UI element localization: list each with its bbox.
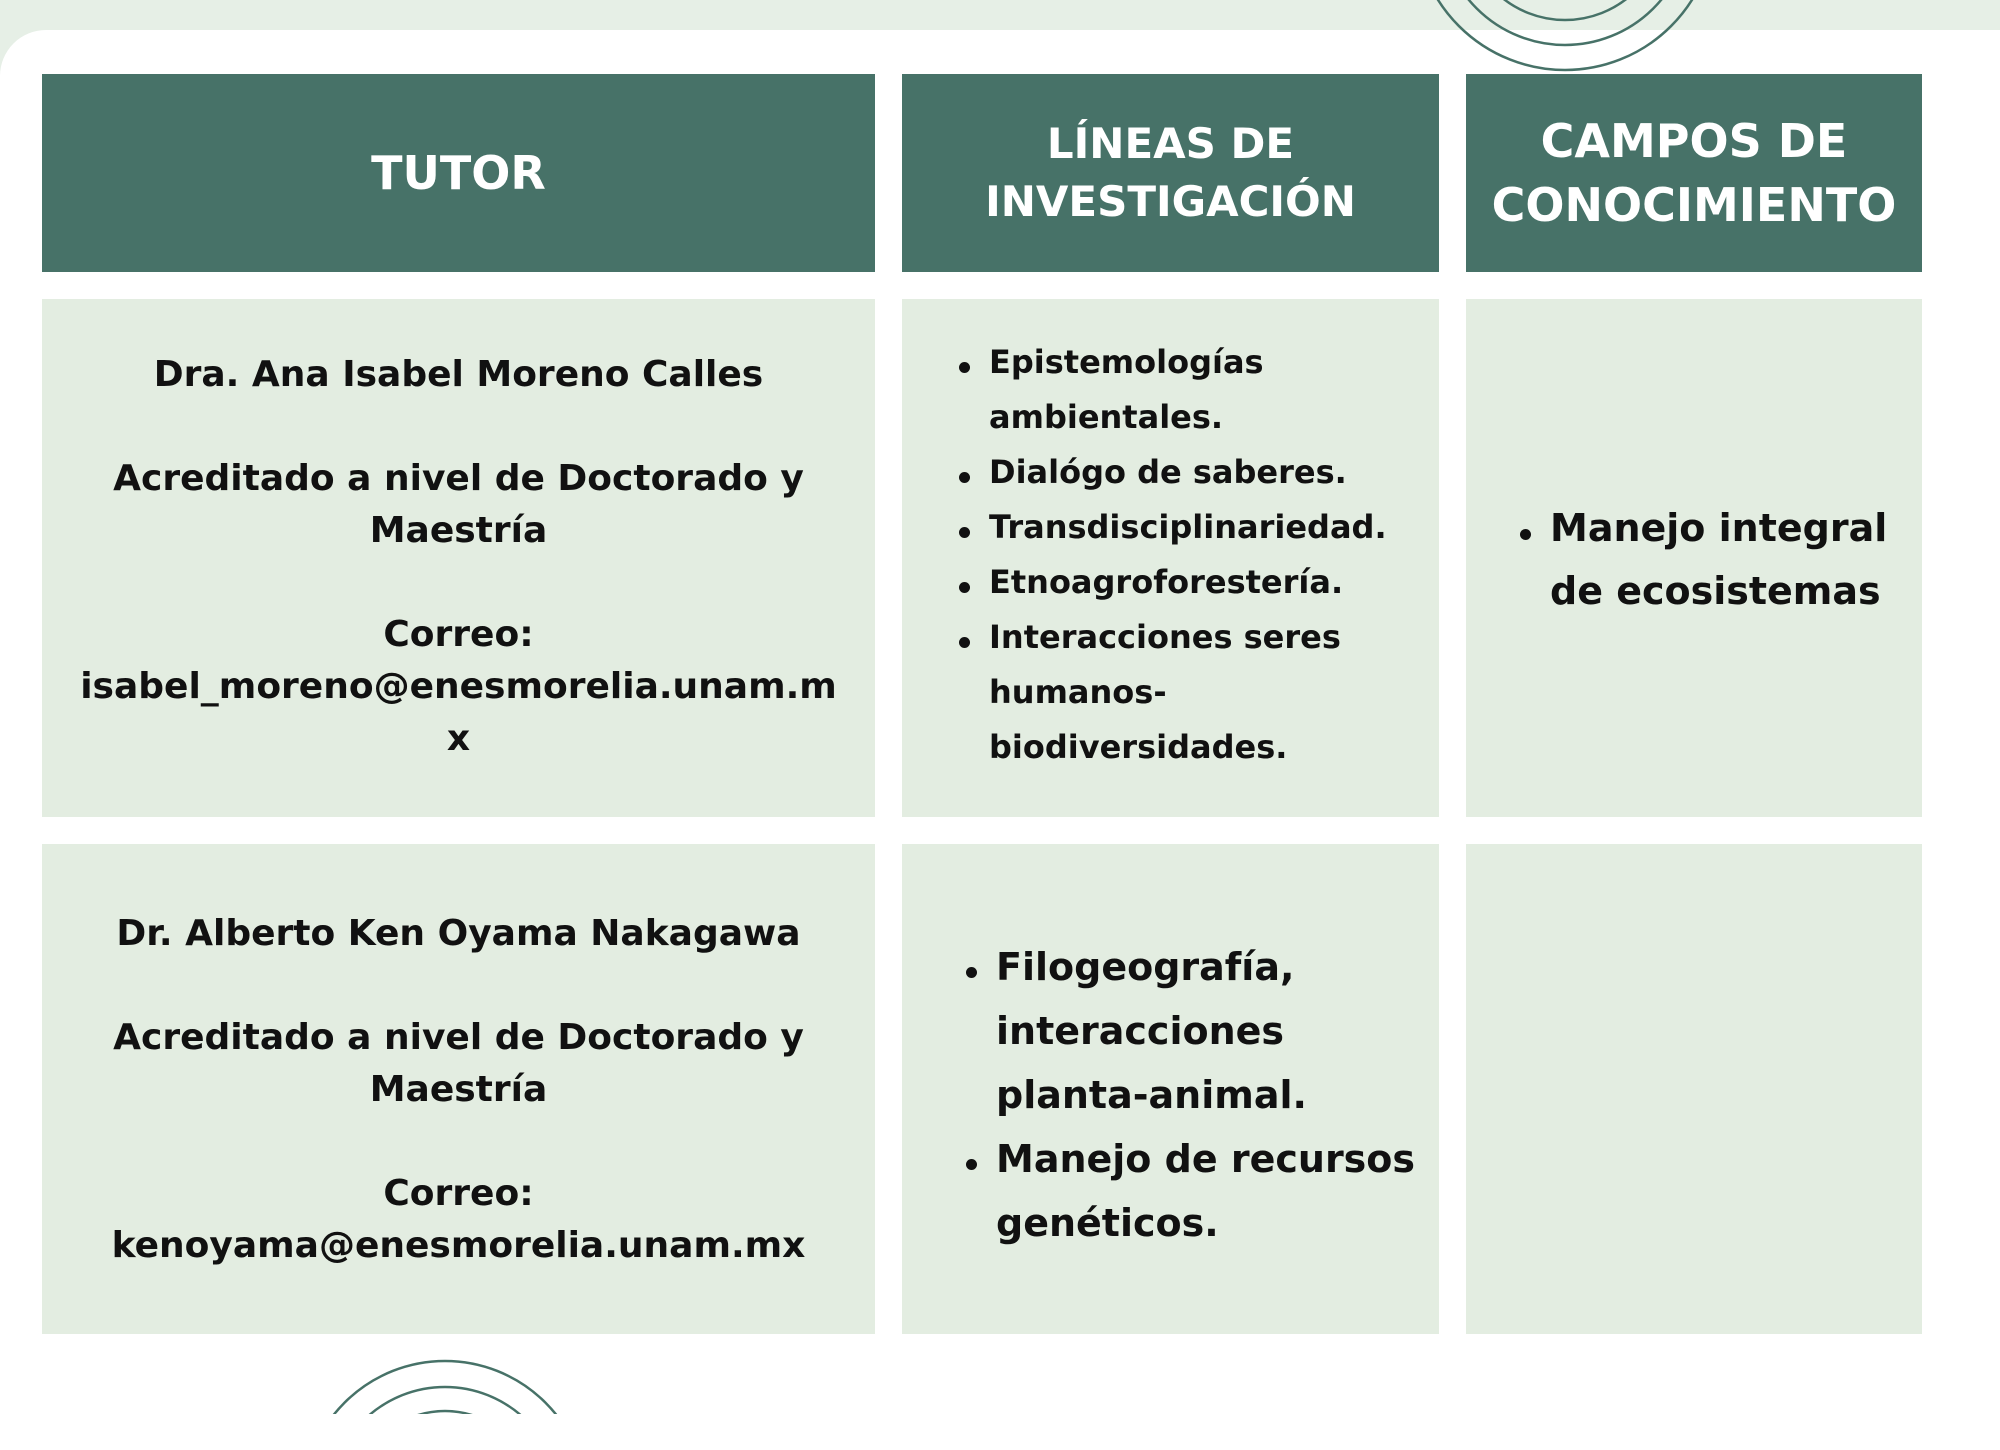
list-item <box>958 935 1415 1127</box>
list-item-text: planta-animal. <box>996 1073 1307 1117</box>
header-tutor <box>42 74 875 272</box>
research-lines-list <box>958 935 1415 1255</box>
list-item-text: Manejo de recursos <box>996 1137 1416 1181</box>
header-knowledge-fields-label-2: CONOCIMIENTO <box>1491 178 1897 232</box>
research-lines-list <box>951 335 1387 775</box>
tutor-name: Dra. Ana Isabel Moreno Calles <box>153 354 764 395</box>
list-item <box>951 610 1387 775</box>
knowledge-fields-list <box>1512 497 1887 623</box>
tutor-accreditation-2: Maestría <box>369 1069 548 1110</box>
header-knowledge-fields <box>1466 74 1922 272</box>
tutor-name: Dr. Alberto Ken Oyama Nakagawa <box>116 913 801 954</box>
list-item <box>951 500 1387 555</box>
row-2-tutor-cell <box>42 844 875 1334</box>
list-item <box>958 1127 1415 1255</box>
list-item-text: biodiversidades. <box>989 728 1288 766</box>
list-item-text: Transdisciplinariedad. <box>989 508 1387 546</box>
tutor-email-label: Correo: <box>383 614 534 655</box>
header-research-lines-label-2: INVESTIGACIÓN <box>985 177 1356 226</box>
header-research-lines-label-1: LÍNEAS DE <box>1046 119 1295 168</box>
tutor-email-cont: x <box>446 718 471 759</box>
tutor-email-label: Correo: <box>383 1173 534 1214</box>
row-2-knowledge-fields-cell <box>1466 844 1922 1334</box>
tutor-accreditation-1: Acreditado a nivel de Doctorado y <box>113 458 804 499</box>
list-item-text: Manejo integral <box>1550 506 1888 550</box>
row-1-tutor-cell <box>42 299 875 817</box>
tutor-email[interactable]: kenoyama@enesmorelia.unam.mx <box>111 1225 806 1266</box>
list-item-text: Interacciones seres <box>989 618 1341 656</box>
list-item <box>951 555 1387 610</box>
list-item-text: Filogeografía, <box>996 945 1295 989</box>
header-knowledge-fields-label-1: CAMPOS DE <box>1540 114 1848 168</box>
row-1-research-lines-cell <box>902 299 1439 817</box>
tutor-email[interactable]: isabel_moreno@enesmorelia.unam.m <box>80 666 837 707</box>
header-tutor-label: TUTOR <box>371 146 546 200</box>
list-item-text: Etnoagroforestería. <box>989 563 1344 601</box>
row-2-research-lines-cell <box>902 844 1439 1334</box>
header-research-lines <box>902 74 1439 272</box>
concentric-circles-decoration-bottom <box>300 1345 590 1414</box>
tutor-info <box>42 908 875 1272</box>
list-item-text: interacciones <box>996 1009 1285 1053</box>
tutor-info <box>42 349 875 765</box>
list-item-text: humanos- <box>989 673 1167 711</box>
tutor-accreditation-2: Maestría <box>369 510 548 551</box>
tutor-accreditation-1: Acreditado a nivel de Doctorado y <box>113 1017 804 1058</box>
list-item-text: genéticos. <box>996 1201 1219 1245</box>
list-item-text: de ecosistemas <box>1550 569 1881 613</box>
list-item <box>1512 497 1887 623</box>
list-item-text: Dialógo de saberes. <box>989 453 1347 491</box>
list-item <box>951 335 1387 445</box>
list-item-text: Epistemologías <box>989 343 1264 381</box>
row-1-knowledge-fields-cell <box>1466 299 1922 817</box>
concentric-circles-decoration <box>1400 0 1730 80</box>
list-item <box>951 445 1387 500</box>
list-item-text: ambientales. <box>989 398 1224 436</box>
